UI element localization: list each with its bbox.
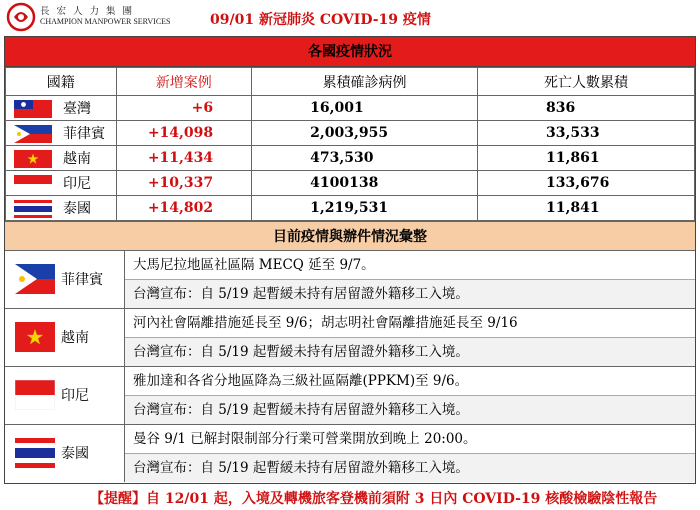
update-item-thailand [5,425,695,482]
update-local-policy: 雅加達和各省分地區降為三級社區隔離(PPKM)至 9/6。 [125,367,695,396]
total-cases: 1,219,531 [252,196,478,221]
philippines-flag-icon [14,125,52,143]
taiwan-flag-icon [14,100,52,118]
update-country-name: 越南 [61,330,89,346]
update-taiwan-policy: 台灣宣布：自 5/19 起暫緩未持有居留證外籍移工入境。 [125,396,695,424]
stats-banner: 各國疫情狀況 [5,37,695,67]
country-name: 泰國 [63,201,91,217]
total-cases: 2,003,955 [252,121,478,146]
update-country-name: 印尼 [61,388,89,404]
update-country [5,251,125,308]
total-cases: 473,530 [252,146,478,171]
update-taiwan-policy: 台灣宣布：自 5/19 起暫緩未持有居留證外籍移工入境。 [125,454,695,482]
thailand-flag-icon [14,200,52,218]
update-taiwan-policy: 台灣宣布：自 5/19 起暫緩未持有居留證外籍移工入境。 [125,338,695,366]
update-item-philippines [5,251,695,309]
country-cell [6,171,117,196]
update-taiwan-policy: 台灣宣布：自 5/19 起暫緩未持有居留證外籍移工入境。 [125,280,695,308]
stats-table [5,67,695,221]
total-deaths: 133,676 [478,171,695,196]
total-cases: 4100138 [252,171,478,196]
total-deaths: 836 [478,96,695,121]
country-cell [6,121,117,146]
country-name: 菲律賓 [63,126,105,142]
update-local-policy: 曼谷 9/1 已解封限制部分行業可營業開放到晚上 20:00。 [125,425,695,454]
page-title: 09/01 新冠肺炎 COVID-19 疫情 [210,12,431,28]
total-deaths: 11,861 [478,146,695,171]
company-name-en: CHAMPION MANPOWER SERVICES [40,17,171,26]
table-row [6,146,695,171]
table-row [6,121,695,146]
col-header-total: 累積確診病例 [252,68,478,96]
country-name: 越南 [63,151,91,167]
vietnam-flag-icon [14,150,52,168]
philippines-flag-icon [15,264,55,294]
indonesia-flag-icon [14,175,52,193]
col-header-country: 國籍 [6,68,117,96]
update-country-name: 泰國 [61,446,89,462]
update-country-name: 菲律賓 [61,272,103,288]
company-logo-icon [6,2,36,32]
update-local-policy: 大馬尼拉地區社區隔 MECQ 延至 9/7。 [125,251,695,280]
country-name: 印尼 [63,176,91,192]
new-cases: +14,802 [116,196,252,221]
footer-notice: 【提醒】自 12/01 起，入境及轉機旅客登機前須附 3 日內 COVID-19 核酸檢驗陰性報告 [90,491,658,507]
country-name: 臺灣 [63,101,91,117]
new-cases: +6 [116,96,252,121]
total-cases: 16,001 [252,96,478,121]
country-cell [6,196,117,221]
table-row [6,96,695,121]
update-country [5,425,125,482]
total-deaths: 11,841 [478,196,695,221]
update-country [5,309,125,366]
col-header-new: 新增案例 [116,68,252,96]
col-header-deaths: 死亡人數累積 [478,68,695,96]
update-item-indonesia [5,367,695,425]
updates-banner: 目前疫情與辦件情況彙整 [5,221,695,251]
new-cases: +10,337 [116,171,252,196]
stats-header-row [6,68,695,96]
country-cell [6,146,117,171]
page-header [0,0,700,36]
thailand-flag-icon [15,438,55,468]
report-sheet [4,36,696,484]
total-deaths: 33,533 [478,121,695,146]
table-row [6,196,695,221]
update-item-vietnam [5,309,695,367]
vietnam-flag-icon [15,322,55,352]
new-cases: +14,098 [116,121,252,146]
country-cell [6,96,117,121]
new-cases: +11,434 [116,146,252,171]
update-country [5,367,125,424]
company-name-cn: 長宏人力集團 [40,6,140,17]
update-local-policy: 河內社會隔離措施延長至 9/6；胡志明社會隔離措施延長至 9/16 [125,309,695,338]
indonesia-flag-icon [15,380,55,410]
table-row [6,171,695,196]
